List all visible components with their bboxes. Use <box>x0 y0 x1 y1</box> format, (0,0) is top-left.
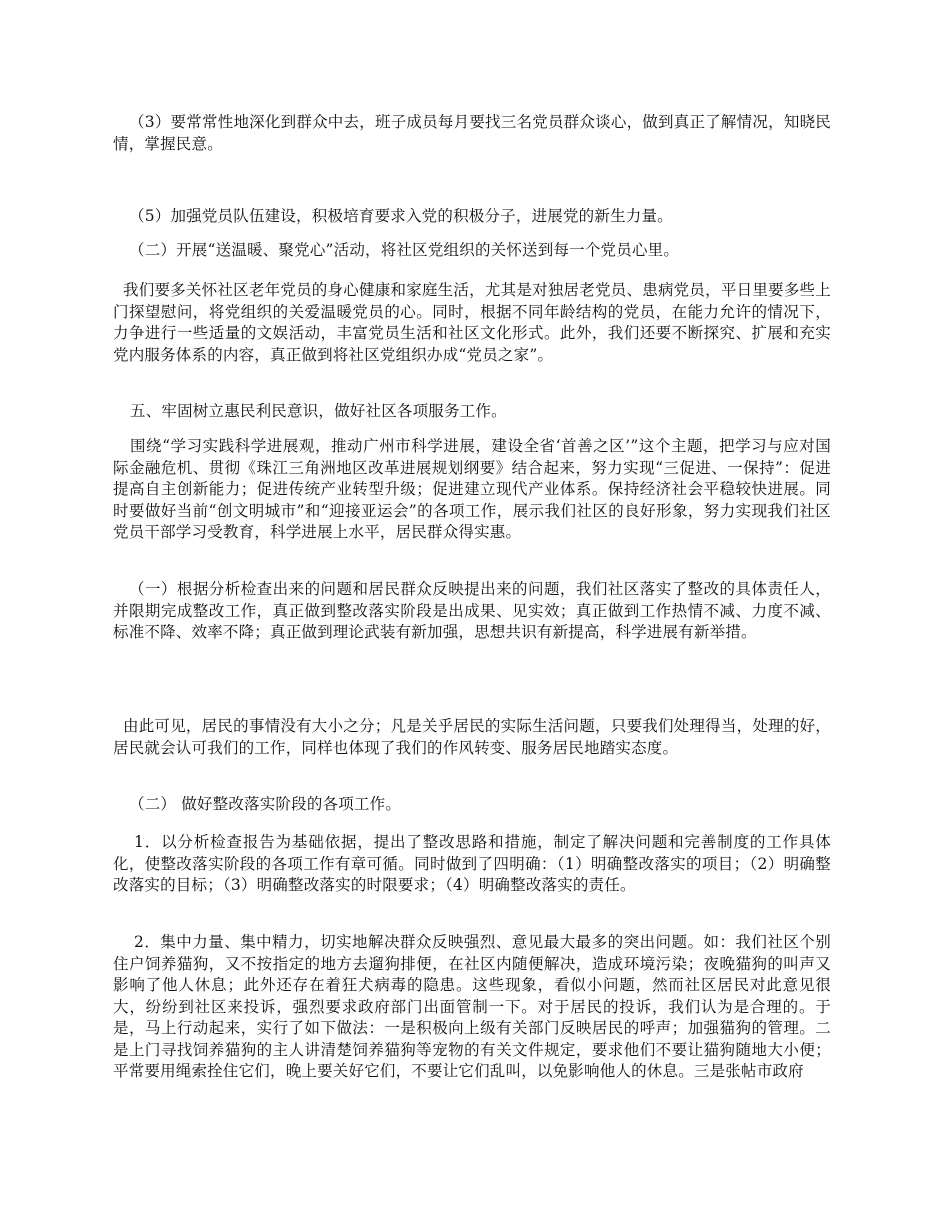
paragraph-rectification-1: （一）根据分析检查出来的问题和居民群众反映提出来的问题，我们社区落实了整改的具体责任人，并限期完成整改工作，真正做到整改落实阶段是出成果、见实效；真正做到工作热情不减、力度不减、标准不降、效率不降；真正做到理论武装有新加强，思想共识有新提高，科学进展有新举措。 <box>113 580 831 641</box>
paragraph-item-3: （3）要常常性地深化到群众中去，班子成员每月要找三名党员群众谈心，做到真正了解情况，知晓民情，掌握民意。 <box>113 113 831 153</box>
paragraph-point-1: 1．以分析检查报告为基础依据，提出了整改思路和措施，制定了解决问题和完善制度的工作具体化，使整改落实阶段的各项工作有章可循。同时做到了四明确：（1）明确整改落实的项目；（2）明确整改落实的目标；（3）明确整改落实的时限要求；（4）明确整改落实的责任。 <box>113 833 831 894</box>
paragraph-conclusion: 由此可见，居民的事情没有大小之分；凡是关乎居民的实际生活问题，只要我们处理得当，处理的好，居民就会认可我们的工作，同样也体现了我们的作风转变、服务居民地踏实态度。 <box>113 717 831 757</box>
paragraph-section-2b-heading: （二） 做好整改落实阶段的各项工作。 <box>129 795 402 813</box>
paragraph-section-5-heading: 五、牢固树立惠民利民意识，做好社区各项服务工作。 <box>130 402 507 420</box>
paragraph-point-2: 2．集中力量、集中精力，切实地解决群众反映强烈、意见最大最多的突出问题。如：我们社区个别住户饲养猫狗，又不按指定的地方去遛狗排便，在社区内随便解决，造成环境污染；夜晚猫狗的叫声又影响了他人休息；此外还存在着狂犬病毒的隐患。这些现象，看似小问题，然而社区居民对此意见很大，纷纷到社区来投诉，强烈要求政府部门出面管制一下。对于居民的投诉，我们认为是合理的。于是，马上行动起来，实行了如下做法：一是积极向上级有关部门反映居民的呼声；加强猫狗的管理。二是上门寻找饲养猫狗的主人讲清楚饲养猫狗等宠物的有关文件规定，要求他们不要让猫狗随地大小便；平常要用绳索拴住它们，晚上要关好它们，不要让它们乱叫，以免影响他人的休息。三是张帖市政府 <box>113 933 831 1080</box>
paragraph-item-5: （5）加强党员队伍建设，积极培育要求入党的积极分子，进展党的新生力量。 <box>129 207 673 225</box>
paragraph-section-2-heading: （二）开展“送温暖、聚党心”活动，将社区党组织的关怀送到每一个党员心里。 <box>129 241 680 259</box>
paragraph-elderly-care: 我们要多关怀社区老年党员的身心健康和家庭生活，尤其是对独居老党员、患病党员，平日里要多些上门探望慰问，将党组织的关爱温暖党员的心。同时，根据不同年龄结构的党员，在能力允许的情况下，力争进行一些适量的文娱活动，丰富党员生活和社区文化形式。此外，我们还要不断探究、扩展和充实党内服务体系的内容，真正做到将社区党组织办成“党员之家”。 <box>113 281 831 364</box>
paragraph-theme: 围绕“学习实践科学进展观，推动广州市科学进展，建设全省‘首善之区’”这个主题，把学习与应对国际金融危机、贯彻《珠江三角洲地区改革进展规划纲要》结合起来，努力实现“三促进、一保持”：促进提高自主创新能力；促进传统产业转型升级；促进建立现代产业体系。保持经济社会平稳较快进展。同时要做好当前“创文明城市”和“迎接亚运会”的各项工作，展示我们社区的良好形象，努力实现我们社区党员干部学习受教育，科学进展上水平，居民群众得实惠。 <box>113 437 831 541</box>
